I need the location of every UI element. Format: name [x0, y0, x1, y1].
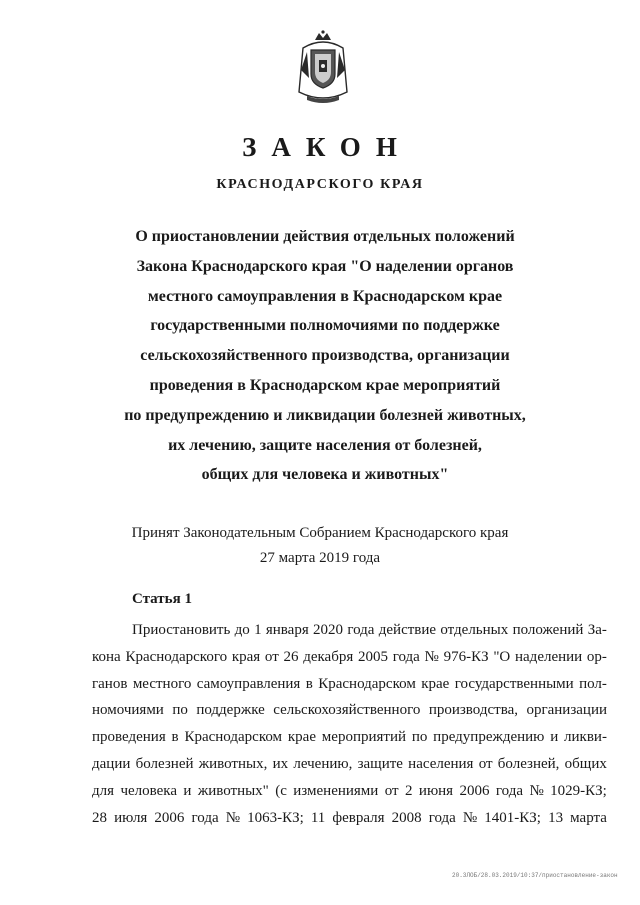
word: дации	[92, 755, 131, 772]
title-line: О приостановлении действия отдельных положений	[135, 228, 515, 245]
word: 2006	[154, 809, 185, 826]
title-line: Закона Краснодарского края "О наделении органов	[136, 257, 514, 275]
article-line	[92, 697, 607, 724]
word: 1063-КЗ;	[247, 809, 304, 826]
word: края	[231, 648, 261, 665]
word: года	[191, 809, 219, 826]
word: государственными	[454, 675, 574, 692]
word: от	[264, 648, 279, 665]
word: кона	[92, 648, 121, 665]
word: по	[411, 729, 428, 746]
word: года	[495, 782, 524, 799]
word: июня	[418, 782, 454, 799]
word: года	[392, 648, 420, 665]
word: 2	[405, 782, 413, 799]
word: декабря	[303, 648, 354, 665]
word: марта	[570, 809, 607, 826]
word: 28	[92, 809, 107, 826]
article-line	[92, 805, 607, 832]
word: организации	[526, 702, 607, 719]
word: животных,	[198, 755, 268, 772]
word: положений	[512, 622, 584, 638]
word: самоуправления	[196, 675, 301, 692]
word: по	[172, 702, 188, 719]
word: действие	[378, 622, 437, 638]
title-line: местного самоуправления в Краснодарском крае	[147, 287, 503, 305]
article-heading: Статья 1	[132, 591, 192, 607]
word: лечению,	[293, 755, 353, 772]
coat-of-arms-icon	[295, 30, 351, 108]
law-heading: ЗАКОН	[242, 132, 412, 162]
word: предупреждению	[433, 729, 545, 746]
article-line	[92, 778, 607, 805]
word: 2008	[391, 809, 422, 826]
adoption-note	[0, 521, 640, 571]
word: проведения	[92, 729, 166, 746]
word: отдельных	[440, 622, 509, 638]
word: номочиями	[92, 702, 164, 719]
word: поддержке	[196, 702, 265, 719]
word: производства,	[428, 702, 518, 719]
word: общих	[564, 755, 607, 772]
word: "О	[493, 648, 511, 665]
word: 2006	[459, 782, 490, 799]
law-title	[100, 222, 550, 490]
word: их	[272, 755, 289, 772]
word: 976-КЗ	[443, 648, 489, 665]
word: ликви-	[564, 729, 607, 746]
word: наделении	[515, 648, 583, 665]
word: населения	[408, 755, 474, 772]
word: июля	[114, 809, 148, 826]
title-line: их лечению, защите населения от болезней,	[168, 436, 482, 454]
word: крае	[287, 729, 316, 746]
word: в	[305, 675, 313, 692]
article-line	[92, 617, 607, 644]
adoption-body: Принят Законодательным Собранием Краснодарского края	[131, 525, 509, 541]
word: мероприятий	[321, 729, 407, 746]
word: 2020	[313, 622, 344, 638]
word: и	[550, 729, 559, 746]
word: изменениями	[293, 782, 379, 799]
word: 11	[310, 809, 326, 826]
word: (с	[275, 782, 287, 799]
word: Краснодарском	[184, 729, 283, 746]
word: до	[234, 622, 250, 638]
word: 13	[548, 809, 564, 826]
word: болезней	[135, 755, 194, 772]
article-body	[92, 617, 607, 831]
word: Краснодарском	[318, 675, 416, 692]
word: и	[183, 782, 192, 799]
word: февраля	[332, 809, 385, 826]
word: января	[265, 622, 309, 638]
title-line: проведения в Краснодарском крае мероприятий	[149, 376, 501, 394]
word: от	[478, 755, 493, 772]
title-line: государственными полномочиями по поддержке	[150, 317, 500, 335]
word: №	[225, 809, 241, 826]
word: Краснодарского	[125, 648, 228, 665]
word: пол-	[579, 675, 607, 692]
article-line	[92, 644, 607, 671]
word: 1029-КЗ;	[550, 782, 607, 799]
word: 26	[283, 648, 299, 665]
word: защите	[357, 755, 403, 772]
title-line: по предупреждению и ликвидации болезней животных,	[124, 406, 526, 424]
word: 2005	[357, 648, 388, 665]
document-stamp: 20.3ЛОБ/28.03.2019/10:37/приостановление-закон	[452, 872, 618, 879]
word: человека	[120, 782, 177, 799]
article-line	[92, 671, 607, 698]
word: 1401-КЗ;	[484, 809, 541, 826]
word: для	[92, 782, 115, 799]
title-line: сельскохозяйственного производства, организации	[140, 347, 510, 365]
word: года	[347, 622, 375, 638]
word: местного	[132, 675, 192, 692]
title-line: общих для человека и животных"	[201, 466, 449, 484]
word: года	[428, 809, 456, 826]
word: болезней,	[497, 755, 560, 772]
article-line	[92, 724, 607, 751]
word: от	[384, 782, 399, 799]
word: №	[529, 782, 544, 799]
word: сельскохозяйственного	[273, 702, 421, 719]
word: За-	[587, 622, 607, 638]
adoption-date: 27 марта 2019 года	[259, 550, 381, 566]
article-line	[92, 751, 607, 778]
word: животных"	[197, 782, 269, 799]
word: №	[424, 648, 439, 665]
word: Приостановить	[132, 622, 231, 638]
word: крае	[421, 675, 450, 692]
word: ор-	[586, 648, 607, 665]
region-heading: КРАСНОДАРСКОГО КРАЯ	[216, 177, 424, 192]
word: №	[462, 809, 478, 826]
word: ганов	[92, 675, 128, 692]
word: в	[171, 729, 179, 746]
word: 1	[254, 622, 262, 638]
